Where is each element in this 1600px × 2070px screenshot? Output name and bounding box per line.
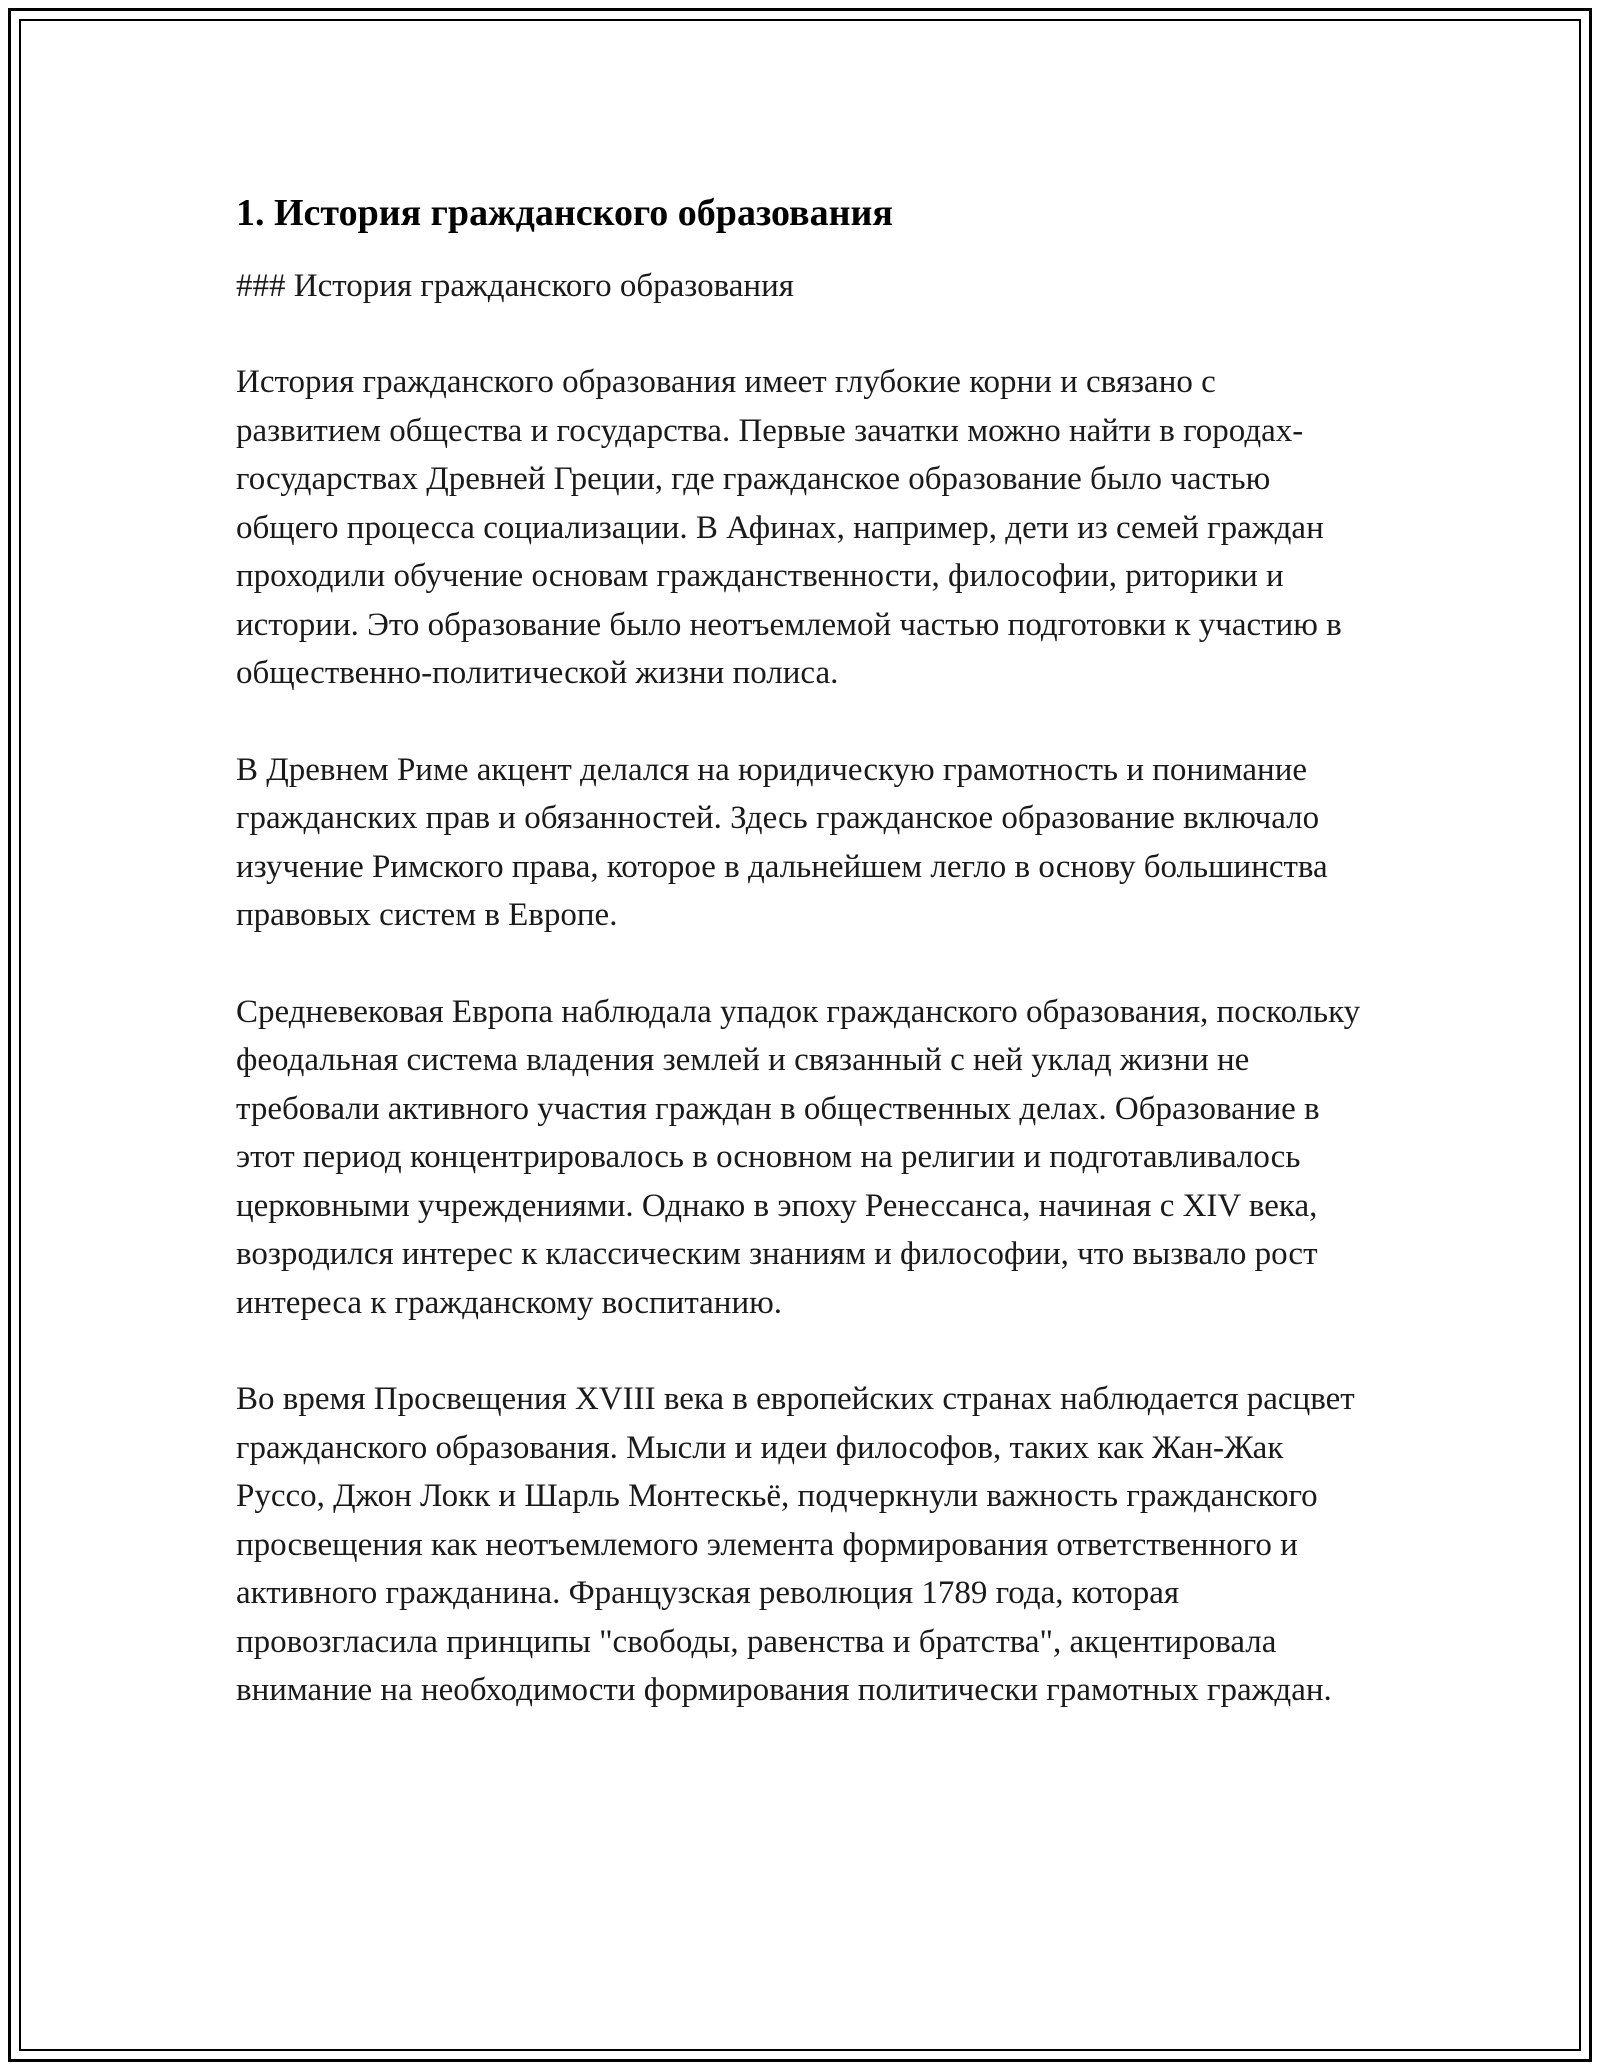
document-body bbox=[236, 186, 1366, 1763]
section-heading: 1. История гражданского образования bbox=[236, 192, 893, 234]
paragraph-middle-ages: Средневековая Европа наблюдала упадок гражданского образования, поскольку феодальная система владения землей и связанный с ней уклад жизни не требовали активного участия граждан в общественных делах. Образование в этот период концентрировалось в основном на религии и подготавливалось церковными учреждениями. Однако в эпоху Ренессанса, начиная с XIV века, возродился интерес к классическим знаниям и философии, что вызвало рост интереса к гражданскому воспитанию. bbox=[236, 993, 1361, 1321]
paragraph-ancient-greece: История гражданского образования имеет глубокие корни и связано с развитием общества и государства. Первые зачатки можно найти в городах-государствах Древней Греции, где гражданское образование было частью общего процесса социализации. В Афинах, например, дети из семей граждан проходили обучение основам гражданственности, философии, риторики и истории. Это образование было неотъемлемой частью подготовки к участию в общественно-политической жизни полиса. bbox=[236, 364, 1342, 691]
paragraph-ancient-rome: В Древнем Риме акцент делался на юридическую грамотность и понимание гражданских прав и обязанностей. Здесь гражданское образование включало изучение Римского права, которое в дальнейшем легло в основу большинства правовых систем в Европе. bbox=[236, 751, 1328, 933]
paragraph-enlightenment: Во время Просвещения XVIII века в европейских странах наблюдается расцвет гражданского образования. Мысли и идеи философов, таких как Жан-Жак Руссо, Джон Локк и Шарль Монтескьё, подчеркнули важность гражданского просвещения как неотъемлемого элемента формирования ответственного и активного гражданина. Французская революция 1789 года, которая провозгласила принципы "свободы, равенства и братства", акцентировала внимание на необходимости формирования политически грамотных граждан. bbox=[236, 1381, 1355, 1708]
markdown-subheading: ### История гражданского образования bbox=[236, 268, 794, 304]
